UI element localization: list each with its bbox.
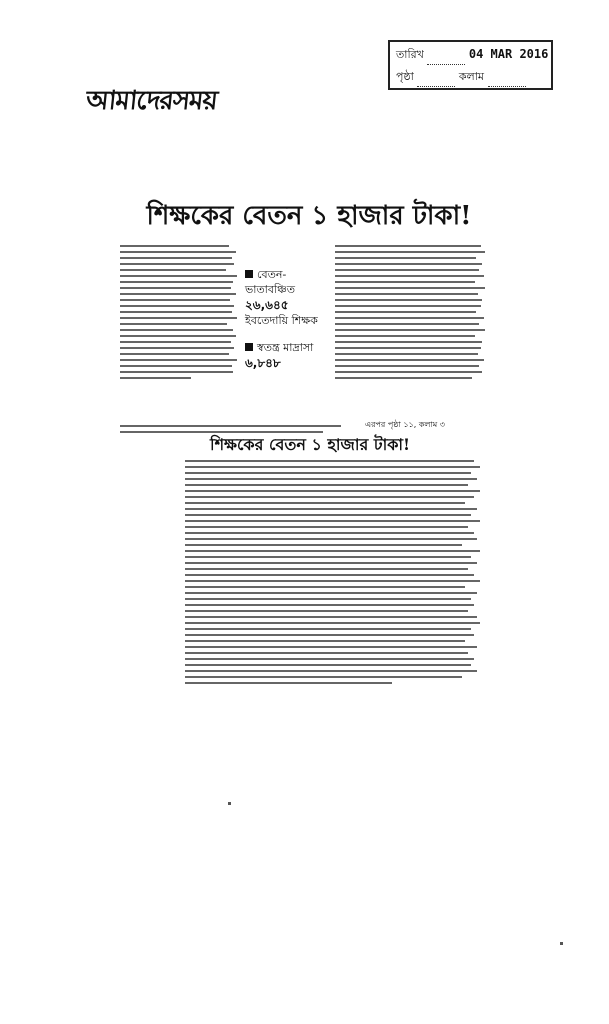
stamp-column-label: কলাম xyxy=(458,70,485,83)
scan-speck xyxy=(228,802,231,805)
subheadline: শিক্ষকের বেতন ১ হাজার টাকা! xyxy=(210,435,411,454)
newspaper-masthead: আমাদেরসময় xyxy=(84,86,219,116)
date-stamp xyxy=(388,40,553,90)
body-lower xyxy=(185,460,480,720)
stat-label-2: স্বতন্ত্র মাদ্রাসা xyxy=(257,341,314,354)
body-column-left xyxy=(120,245,238,425)
stat-value-2: ৬,৮৪৮ xyxy=(245,356,281,370)
stat-label-1: বেতন-ভাতাবঞ্চিত xyxy=(245,268,295,296)
stamp-date-label: তারিখ xyxy=(396,48,424,61)
news-clipping xyxy=(120,185,492,730)
body-column-right xyxy=(335,245,487,425)
bullet-square-icon xyxy=(245,270,253,278)
bullet-square-icon xyxy=(245,343,253,351)
continuation-note: এরপর পৃষ্ঠা ১১, কলাম ৩ xyxy=(365,420,445,429)
stat-sub-1: ইবতেদায়ি শিক্ষক xyxy=(245,314,318,327)
headline: শিক্ষকের বেতন ১ হাজার টাকা! xyxy=(146,201,472,231)
stamp-page-label: পৃষ্ঠা xyxy=(396,70,414,83)
stamp-date-value: 04 MAR 2016 xyxy=(468,47,549,61)
scan-speck xyxy=(560,942,563,945)
statistics-box xyxy=(245,267,325,432)
stat-value-1: ২৬,৬৪৫ xyxy=(245,298,289,312)
